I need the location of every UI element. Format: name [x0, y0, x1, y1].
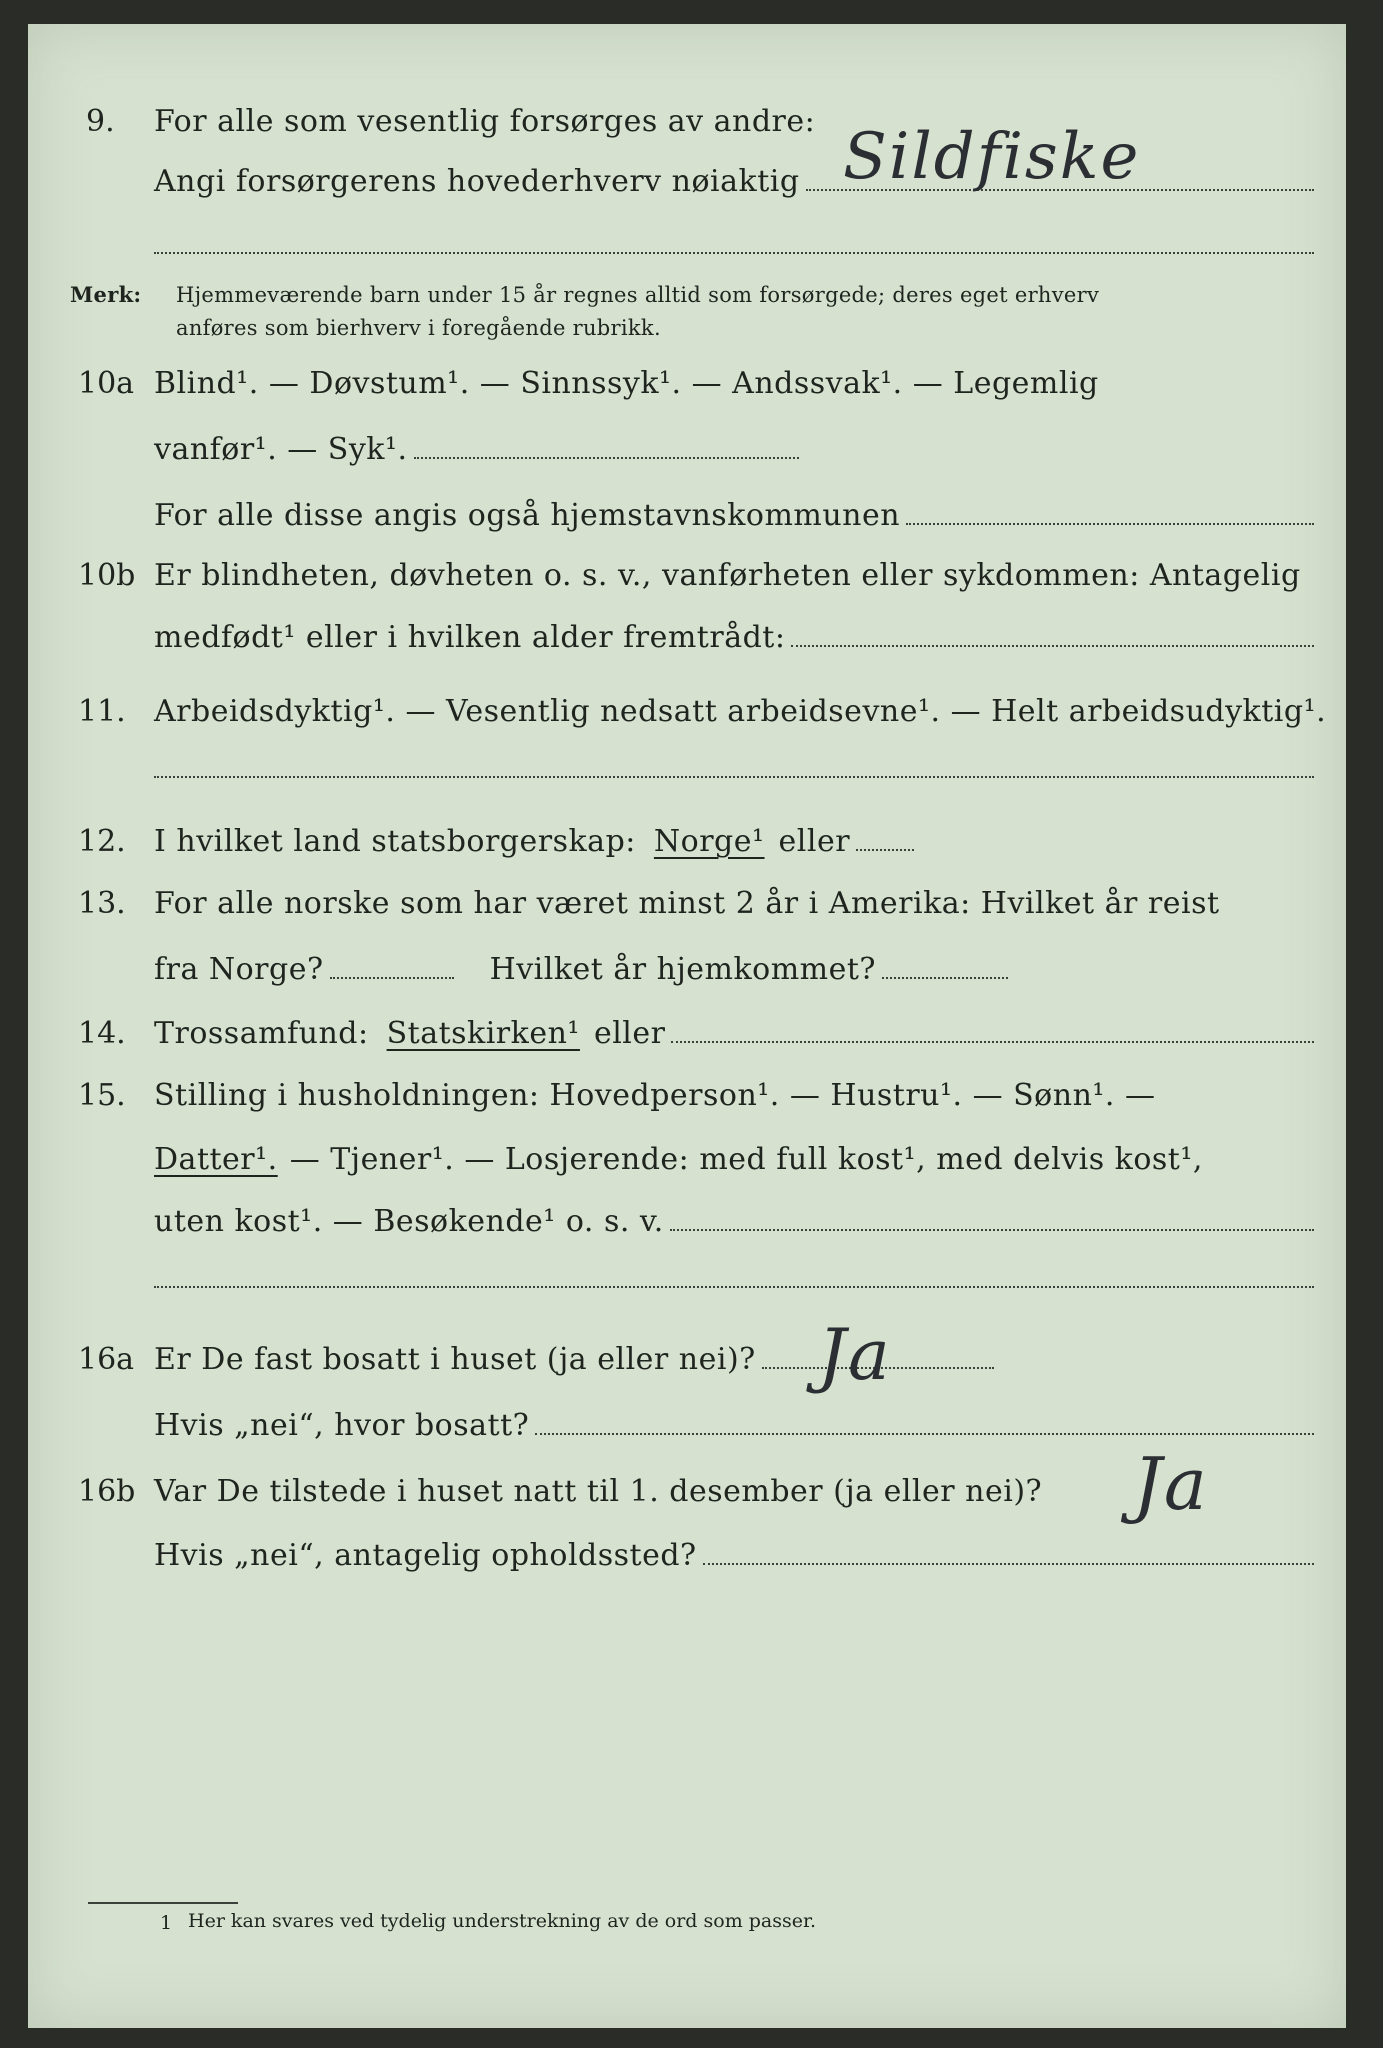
merk-line2 — [176, 316, 661, 340]
q12-other-field[interactable] — [856, 849, 914, 851]
q16a-question-text: Er De fast bosatt i huset (ja eller nei)? — [154, 1342, 756, 1377]
q15-line3 — [154, 1204, 1314, 1239]
q15-datter-option[interactable]: Datter¹. — [154, 1142, 278, 1177]
q10a-options-2: vanfør¹. — Syk¹. — [154, 432, 408, 467]
q9-provider-label: Angi forsørgerens hovederhverv nøiaktig — [154, 164, 800, 199]
merk-text-1: Hjemmeværende barn under 15 år regnes alltid som forsørgede; deres eget erhverv — [176, 283, 1100, 307]
q11-number: 11. — [78, 694, 126, 729]
q10a-line2 — [154, 432, 799, 467]
q10b-onset-label: medfødt¹ eller i hvilken alder fremtrådt: — [154, 620, 786, 655]
q14-question-text: Trossamfund: — [154, 1016, 369, 1051]
q10b-line2 — [154, 620, 1314, 655]
q10a-line1 — [154, 366, 1099, 401]
q11-line1 — [154, 694, 1326, 729]
q15-options-2: — Tjener¹. — Losjerende: med full kost¹, med delvis kost¹, — [289, 1142, 1203, 1177]
q16b-question-text: Var De tilstede i huset natt til 1. desember (ja eller nei)? — [154, 1474, 1043, 1509]
q13-return-label: Hvilket år hjemkommet? — [489, 952, 877, 987]
q10a-hometown-field[interactable] — [906, 523, 1314, 525]
footnote-mark: 1 — [160, 1912, 173, 1934]
q10a-syk-field[interactable] — [414, 457, 799, 459]
q16b-whereabouts-field[interactable] — [703, 1563, 1314, 1565]
q14-line1 — [154, 1016, 1314, 1051]
q16a-residence-label: Hvis „nei“, hvor bosatt? — [154, 1408, 530, 1443]
q10a-line3 — [154, 498, 1314, 533]
q15-options-1: Stilling i husholdningen: Hovedperson¹. — Hustru¹. — Sønn¹. — — [154, 1078, 1156, 1113]
q10b-line1 — [154, 558, 1301, 593]
q12-norge-option[interactable]: Norge¹ — [653, 824, 765, 859]
q9-number: 9. — [86, 104, 115, 139]
merk-line1 — [70, 282, 1099, 307]
q12-eller-label: eller — [778, 824, 851, 859]
q12-question-text: I hvilket land statsborgerskap: — [154, 824, 636, 859]
q13-number: 13. — [78, 886, 126, 921]
q14-eller-label: eller — [593, 1016, 666, 1051]
q15-line2 — [154, 1142, 1203, 1177]
q13-return-field[interactable] — [882, 977, 1008, 979]
q13-departure-field[interactable] — [330, 977, 454, 979]
merk-label: Merk: — [70, 282, 142, 307]
q15-number: 15. — [78, 1078, 126, 1113]
q15-other-field[interactable] — [670, 1229, 1314, 1231]
q12-number: 12. — [78, 824, 126, 859]
q16b-whereabouts-label: Hvis „nei“, antagelig opholdssted? — [154, 1538, 697, 1573]
q15-extra-line[interactable] — [154, 1286, 1314, 1288]
q10a-number: 10a — [78, 366, 135, 401]
q13-line1 — [154, 886, 1220, 921]
q10b-number: 10b — [78, 558, 136, 593]
q9-handwritten-answer: Sildfiske — [843, 120, 1141, 194]
q9-question-text: For alle som vesentlig forsørges av andre: — [154, 104, 816, 139]
census-form-page — [28, 24, 1346, 2028]
q11-extra-line[interactable] — [154, 776, 1314, 778]
q10b-onset-field[interactable] — [791, 645, 1314, 647]
q10a-options-1: Blind¹. — Døvstum¹. — Sinnssyk¹. — Andssvak¹. — Legemlig — [154, 366, 1099, 401]
footnote-text: Her kan svares ved tydelig understrekning av de ord som passer. — [188, 1910, 817, 1932]
q9-extra-line[interactable] — [154, 252, 1314, 254]
q14-statskirken-option[interactable]: Statskirken¹ — [386, 1016, 580, 1051]
q15-options-3: uten kost¹. — Besøkende¹ o. s. v. — [154, 1204, 664, 1239]
q14-number: 14. — [78, 1016, 126, 1051]
q13-question-text: For alle norske som har været minst 2 år i Amerika: Hvilket år reist — [154, 886, 1220, 921]
q10b-question-text: Er blindheten, døvheten o. s. v., vanførheten eller sykdommen: Antagelig — [154, 558, 1301, 593]
merk-text-2: anføres som bierhverv i foregående rubrikk. — [176, 316, 661, 340]
q16a-line2 — [154, 1408, 1314, 1443]
q16a-residence-field[interactable] — [535, 1433, 1314, 1435]
q16b-line2 — [154, 1538, 1314, 1573]
q13-departure-label: fra Norge? — [154, 952, 324, 987]
q16b-number: 16b — [78, 1474, 136, 1509]
q13-line2 — [154, 952, 1008, 987]
q16b-handwritten-answer: Ja — [1133, 1442, 1209, 1526]
footnote-rule — [88, 1902, 238, 1904]
q10a-hometown-label: For alle disse angis også hjemstavnskommunen — [154, 498, 901, 533]
q16a-number: 16a — [78, 1342, 135, 1377]
q11-options: Arbeidsdyktig¹. — Vesentlig nedsatt arbeidsevne¹. — Helt arbeidsudyktig¹. — [154, 694, 1327, 729]
q16b-line1 — [154, 1474, 1042, 1509]
q16a-handwritten-answer: Ja — [818, 1314, 892, 1396]
q15-line1 — [154, 1078, 1156, 1113]
q12-line1 — [154, 824, 914, 859]
q14-other-field[interactable] — [671, 1041, 1314, 1043]
